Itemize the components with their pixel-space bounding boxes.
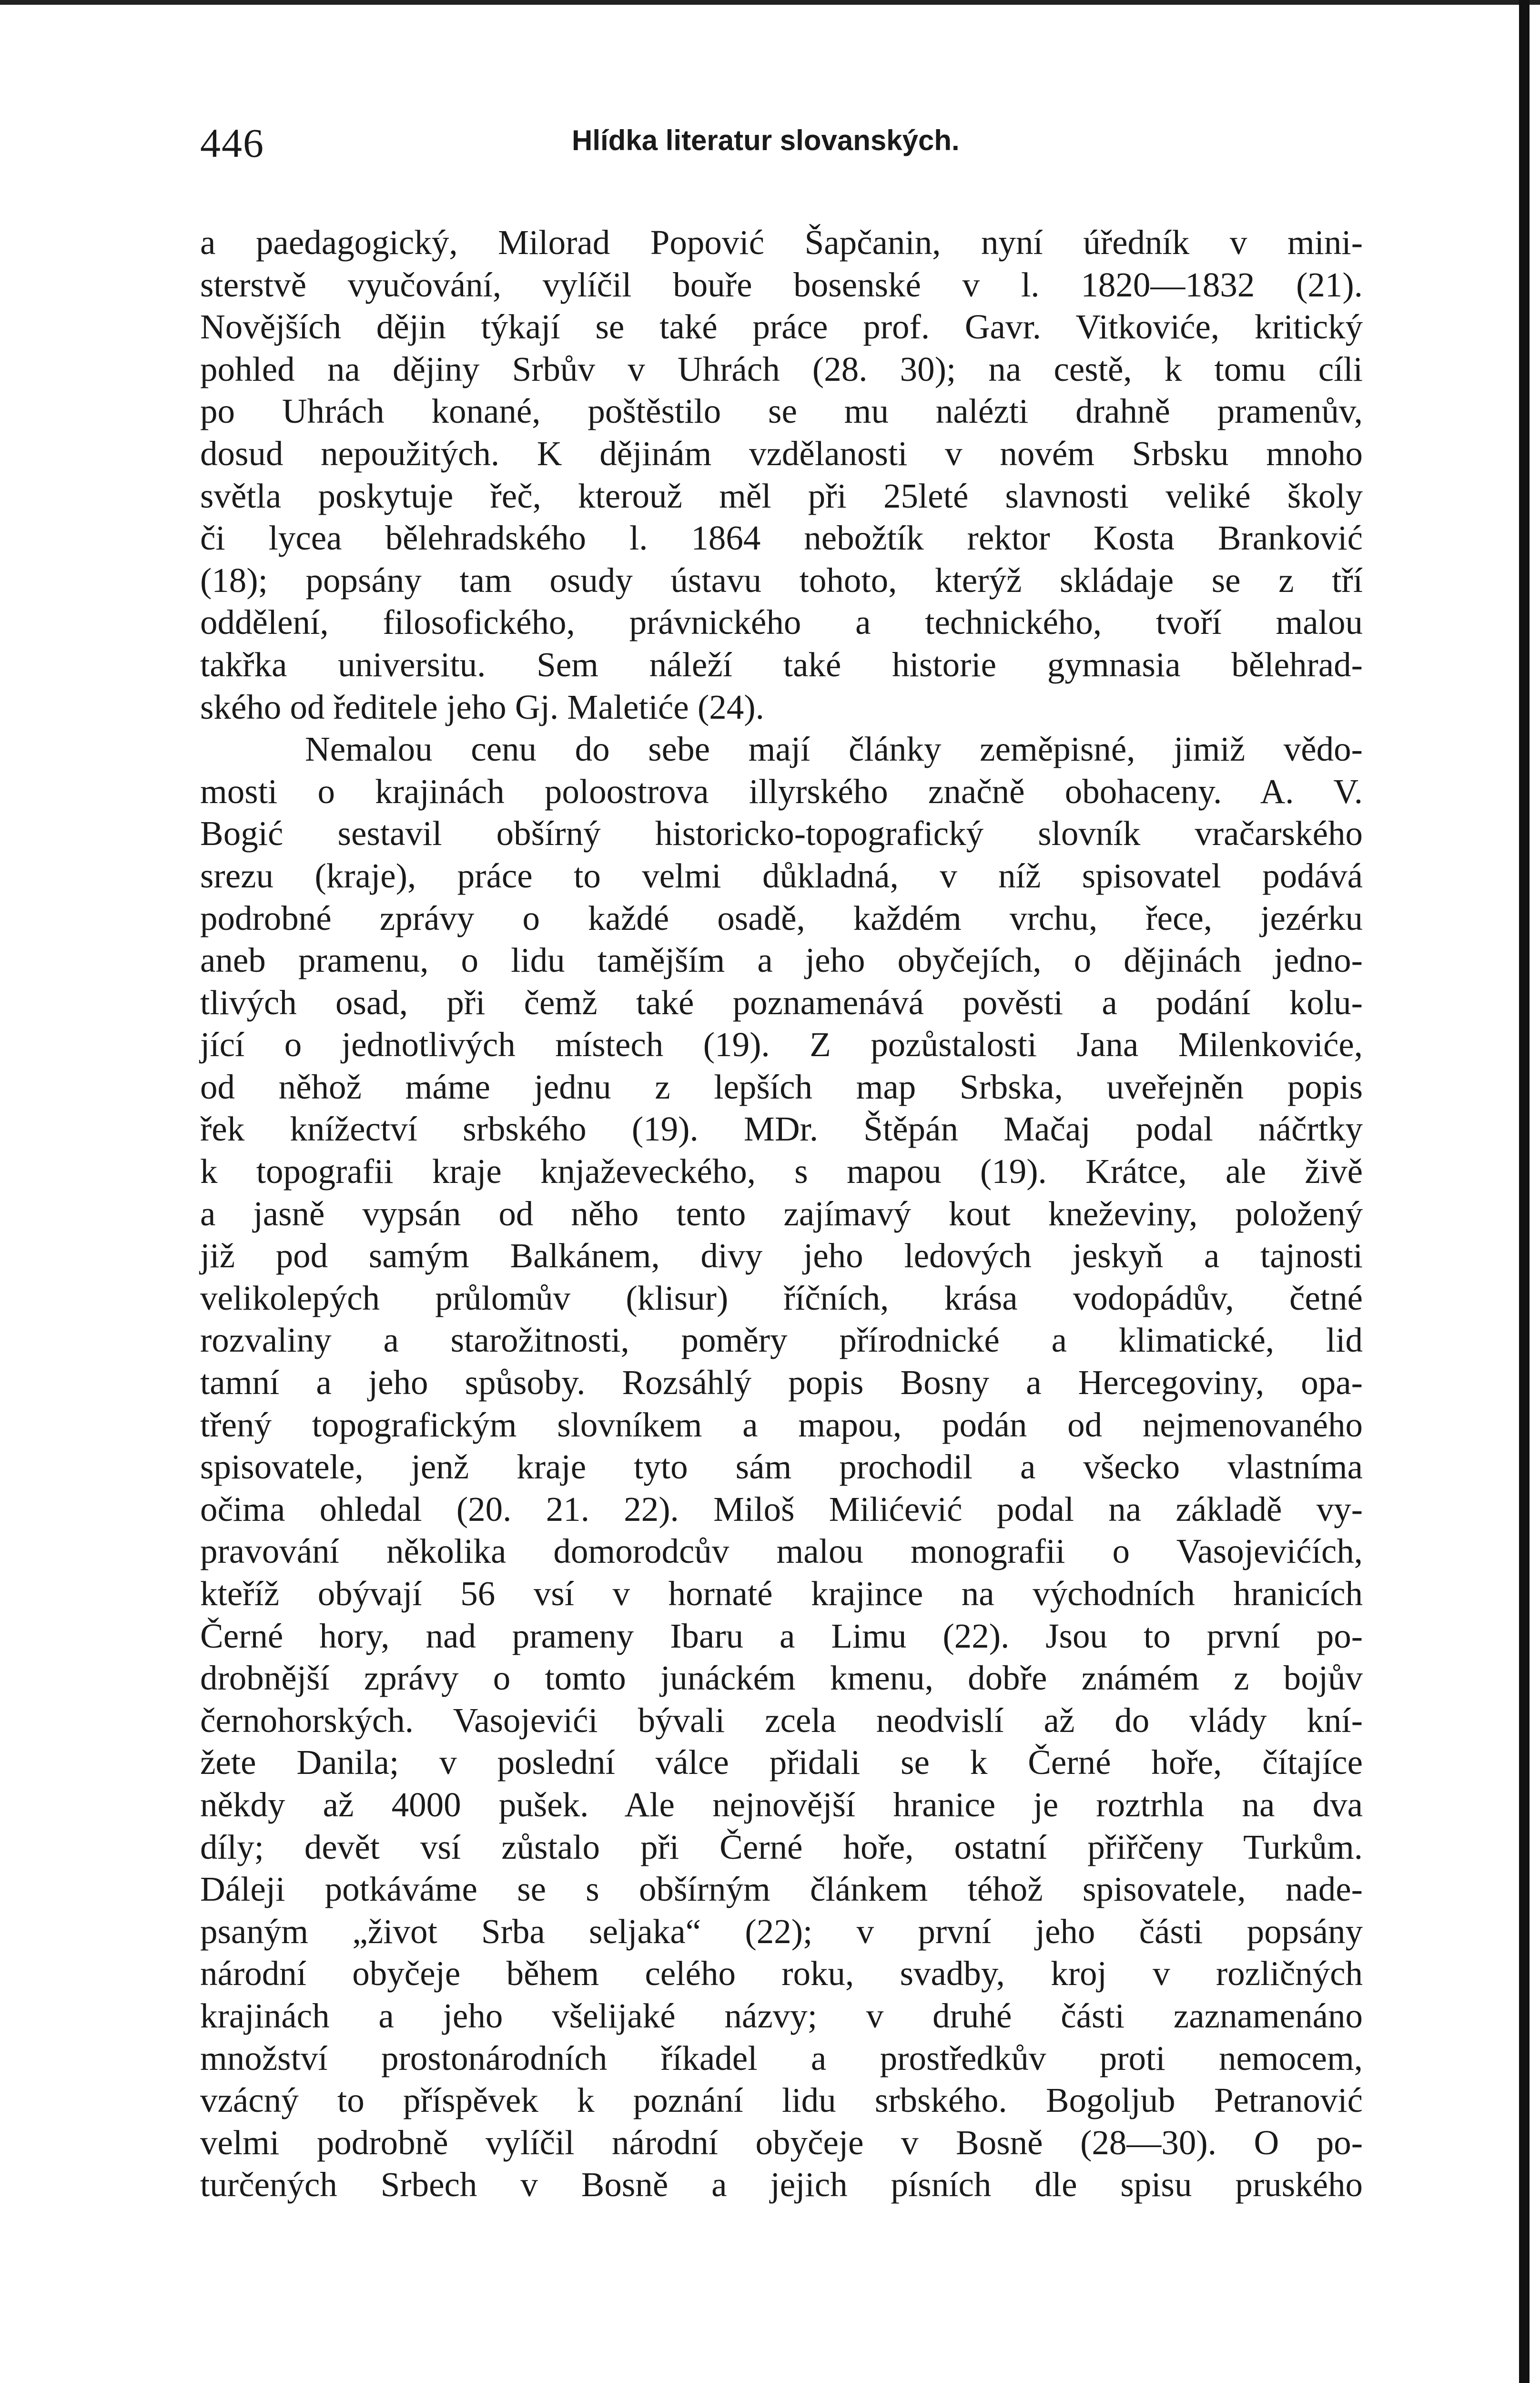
text-line: aneb pramenu, o lidu tamějším a jeho obyčejích, o dějinách jedno- xyxy=(200,941,1363,980)
text-line: Dáleji potkáváme se s obšírným článkem téhož spisovatele, nade- xyxy=(200,1870,1363,1909)
text-line: oddělení, filosofického, právnického a technického, tvoří malou xyxy=(200,603,1363,642)
text-line: řek knížectví srbského (19). MDr. Štěpán Mačaj podal náčrtky xyxy=(200,1110,1363,1149)
text-line: mosti o krajinách poloostrova illyrského značně obohaceny. A. V. xyxy=(200,772,1363,811)
text-line: tamní a jeho spůsoby. Rozsáhlý popis Bosny a Hercegoviny, opa- xyxy=(200,1363,1363,1402)
text-line: (18); popsány tam osudy ústavu tohoto, kterýž skládaje se z tří xyxy=(200,560,1363,600)
text-line: a paedagogický, Milorad Popović Šapčanin, nyní úředník v mini- xyxy=(200,223,1363,262)
text-line: sterstvě vyučování, vylíčil bouře bosenské v l. 1820—1832 (21). xyxy=(200,265,1363,304)
body-text xyxy=(200,222,1363,2206)
book-page xyxy=(200,119,1363,2206)
text-line: po Uhrách konané, poštěstilo se mu nalézti drahně pramenův, xyxy=(200,392,1363,431)
text-line: velmi podrobně vylíčil národní obyčeje v Bosně (28—30). O po- xyxy=(200,2123,1363,2162)
text-line: národní obyčeje během celého roku, svadby, kroj v rozličných xyxy=(200,1954,1363,1993)
text-line: spisovatele, jenž kraje tyto sám prochodil a všecko vlastníma xyxy=(200,1447,1363,1487)
text-line: a jasně vypsán od něho tento zajímavý kout kneževiny, položený xyxy=(200,1194,1363,1233)
paragraph-start-line: Nemalou cenu do sebe mají články zeměpisné, jimiž vědo- xyxy=(305,730,1363,769)
text-line: rozvaliny a starožitnosti, poměry přírodnické a klimatické, lid xyxy=(200,1321,1363,1360)
page-number: 446 xyxy=(200,120,264,166)
running-title: Hlídka literatur slovanských. xyxy=(572,124,960,156)
text-line: kteříž obývají 56 vsí v hornaté krajince na východních hranicích xyxy=(200,1574,1363,1613)
text-line: díly; devět vsí zůstalo při Černé hoře, ostatní přiřčeny Turkům. xyxy=(200,1827,1363,1866)
text-line: krajinách a jeho všelijaké názvy; v druhé části zaznamenáno xyxy=(200,1996,1363,2035)
scan-edge-right xyxy=(1519,0,1530,2383)
text-line: jící o jednotlivých místech (19). Z pozůstalosti Jana Milenkoviće, xyxy=(200,1025,1363,1064)
text-line: psaným „život Srba seljaka“ (22); v první jeho části popsány xyxy=(200,1912,1363,1951)
text-line: očima ohledal (20. 21. 22). Miloš Milićević podal na základě vy- xyxy=(200,1489,1363,1528)
text-line: dosud nepoužitých. K dějinám vzdělanosti v novém Srbsku mnoho xyxy=(200,434,1363,473)
text-line: světla poskytuje řeč, kterouž měl při 25leté slavnosti veliké školy xyxy=(200,476,1363,515)
text-line: někdy až 4000 pušek. Ale nejnovější hranice je roztrhla na dva xyxy=(200,1785,1363,1824)
text-line: žete Danila; v poslední válce přidali se k Černé hoře, čítajíce xyxy=(200,1743,1363,1782)
text-line: k topografii kraje knjaževeckého, s mapou (19). Krátce, ale živě xyxy=(200,1152,1363,1191)
text-line: množství prostonárodních říkadel a prostředkův proti nemocem, xyxy=(200,2038,1363,2077)
text-line: či lycea bělehradského l. 1864 nebožtík rektor Kosta Branković xyxy=(200,519,1363,558)
text-line: srezu (kraje), práce to velmi důkladná, v níž spisovatel podává xyxy=(200,856,1363,895)
text-line: pohled na dějiny Srbův v Uhrách (28. 30); na cestě, k tomu cíli xyxy=(200,349,1363,388)
text-line: drobnější zprávy o tomto junáckém kmenu, dobře známém z bojův xyxy=(200,1659,1363,1698)
text-line: od něhož máme jednu z lepších map Srbska, uveřejněn popis xyxy=(200,1067,1363,1106)
text-line: pravování několika domorodcův malou monografii o Vasojevićích, xyxy=(200,1532,1363,1571)
text-line: Bogić sestavil obšírný historicko-topografický slovník vračarského xyxy=(200,814,1363,853)
running-head xyxy=(200,119,1363,176)
text-line: již pod samým Balkánem, divy jeho ledových jeskyň a tajnosti xyxy=(200,1236,1363,1275)
text-line: černohorských. Vasojevići bývali zcela neodvislí až do vlády kní- xyxy=(200,1701,1363,1740)
text-line: takřka universitu. Sem náleží také historie gymnasia bělehrad- xyxy=(200,645,1363,684)
text-line: velikolepých průlomův (klisur) říčních, krása vodopádův, četné xyxy=(200,1278,1363,1317)
scan-edge-top xyxy=(0,0,1540,5)
text-line: ského od ředitele jeho Gj. Maletiće (24). xyxy=(200,687,764,726)
text-line: třený topografickým slovníkem a mapou, podán od nejmenovaného xyxy=(200,1405,1363,1444)
text-line: Novějších dějin týkají se také práce prof. Gavr. Vitkoviće, kritický xyxy=(200,307,1363,346)
text-line: turčených Srbech v Bosně a jejich písních dle spisu pruského xyxy=(200,2165,1363,2204)
text-line: vzácný to příspěvek k poznání lidu srbského. Bogoljub Petranović xyxy=(200,2081,1363,2120)
text-line: tlivých osad, při čemž také poznamenává pověsti a podání kolu- xyxy=(200,983,1363,1022)
text-line: podrobné zprávy o každé osadě, každém vrchu, řece, jezérku xyxy=(200,898,1363,937)
text-line: Černé hory, nad prameny Ibaru a Limu (22). Jsou to první po- xyxy=(200,1616,1363,1655)
